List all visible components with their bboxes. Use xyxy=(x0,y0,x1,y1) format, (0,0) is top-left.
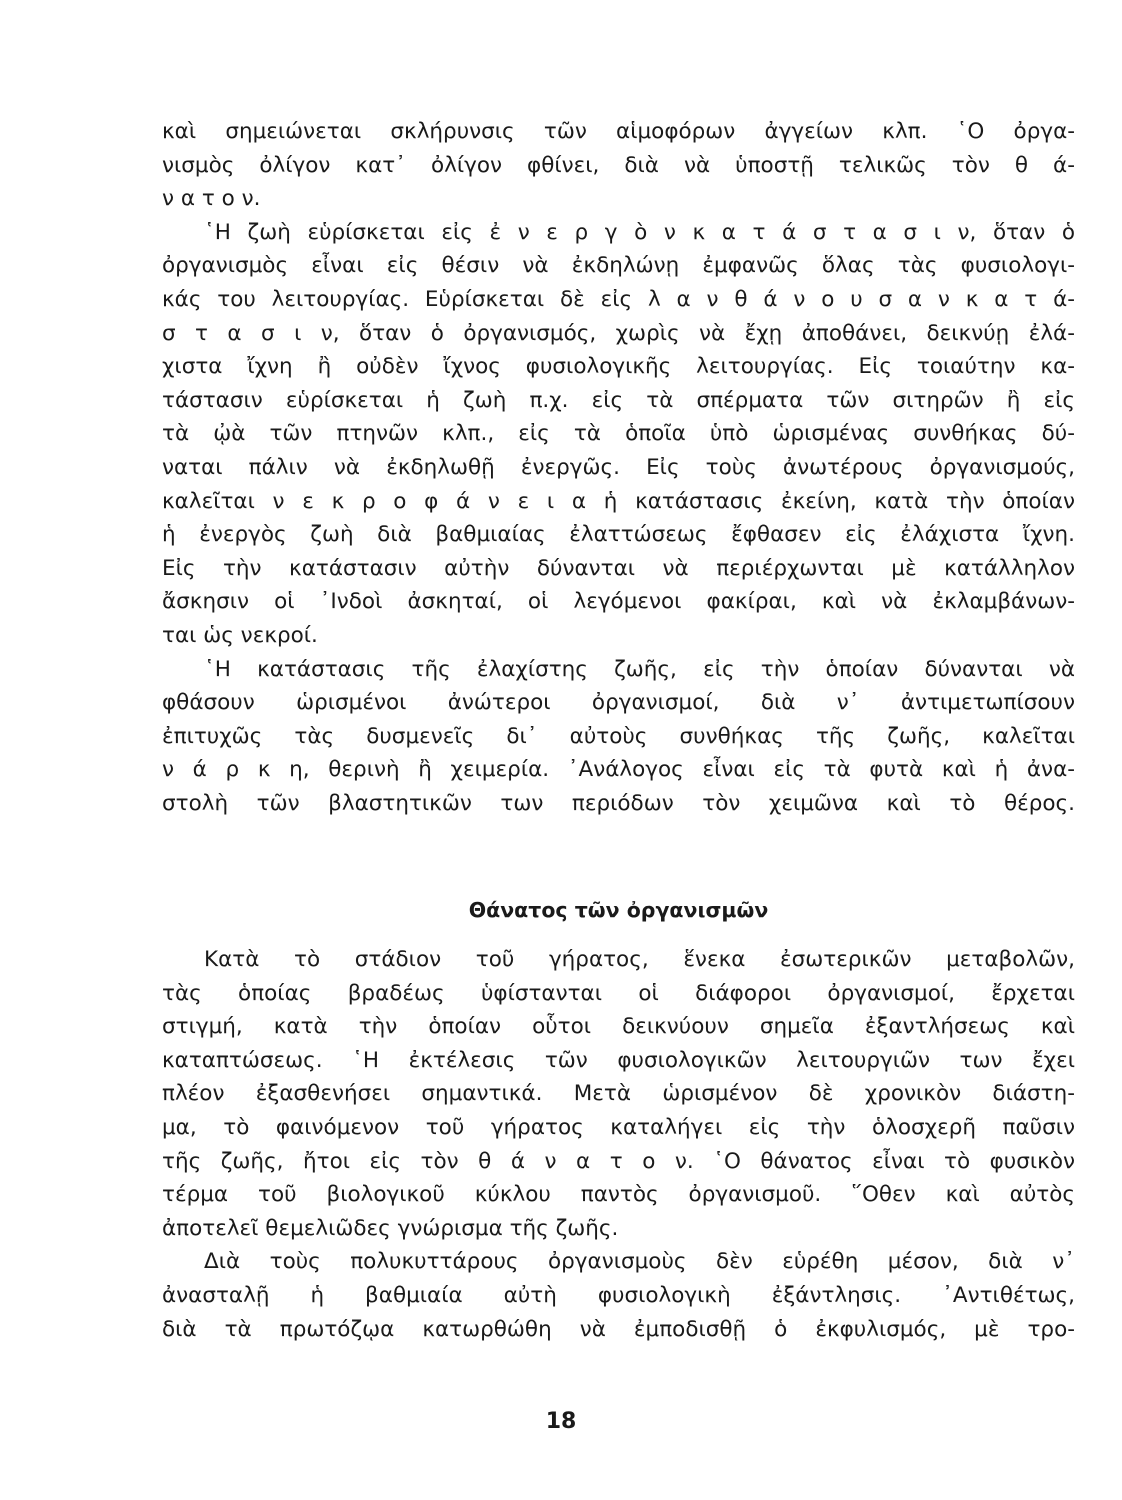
text-line: καταπτώσεως. ῾Η ἐκτέλεσις τῶν φυσιολογικῶν λειτουργιῶν των ἔχει xyxy=(162,1047,1075,1073)
text-line: ναται πάλιν νὰ ἐκδηλωθῇ ἐνεργῶς. Εἰς τοὺς ἀνωτέρους ὀργανισμούς, xyxy=(162,454,1075,480)
text-line: ἐπιτυχῶς τὰς δυσμενεῖς δι᾽ αὐτοὺς συνθήκας τῆς ζωῆς, καλεῖται xyxy=(162,723,1075,749)
text-line: ὀργανισμὸς εἶναι εἰς θέσιν νὰ ἐκδηλώνῃ ἐμφανῶς ὅλας τὰς φυσιολογι- xyxy=(162,253,1075,279)
text-line: ται ὡς νεκροί. xyxy=(162,622,318,648)
text-line: στολὴ τῶν βλαστητικῶν των περιόδων τὸν χειμῶνα καὶ τὸ θέρος. xyxy=(162,790,1075,816)
text-line: τὰς ὁποίας βραδέως ὑφίστανται οἱ διάφοροι ὀργανισμοί, ἔρχεται xyxy=(162,980,1075,1006)
section-heading: Θάνατος τῶν ὀργανισμῶν xyxy=(468,898,769,922)
text-block-top xyxy=(162,115,1075,820)
text-line: ἀποτελεῖ θεμελιῶδες γνώρισμα τῆς ζωῆς. xyxy=(162,1215,619,1241)
text-line: ν α τ ο ν. xyxy=(162,186,261,212)
text-line: ῾Η κατάστασις τῆς ἐλαχίστης ζωῆς, εἰς τὴν ὁποίαν δύνανται νὰ xyxy=(204,656,1075,682)
text-line: Κατὰ τὸ στάδιον τοῦ γήρατος, ἕνεκα ἐσωτερικῶν μεταβολῶν, xyxy=(204,947,1075,972)
text-line: καλεῖται ν ε κ ρ ο φ ά ν ε ι α ἡ κατάστασις ἐκείνη, κατὰ τὴν ὁποίαν xyxy=(162,488,1075,514)
text-line: τέρμα τοῦ βιολογικοῦ κύκλου παντὸς ὀργανισμοῦ. ῞Οθεν καὶ αὐτὸς xyxy=(162,1182,1075,1208)
text-line: διὰ τὰ πρωτόζῳα κατωρθώθη νὰ ἐμποδισθῇ ὁ ἐκφυλισμός, μὲ τρο- xyxy=(162,1316,1075,1342)
page-number: 18 xyxy=(545,1409,577,1434)
text-line: ῾Η ζωὴ εὑρίσκεται εἰς ἐ ν ε ρ γ ὸ ν κ α τ ά σ τ α σ ι ν, ὅταν ὁ xyxy=(204,219,1075,245)
text-block-bottom xyxy=(162,943,1075,1346)
text-line: καὶ σημειώνεται σκλήρυνσις τῶν αἱμοφόρων ἀγγείων κλπ. ῾Ο ὀργα- xyxy=(162,119,1075,144)
text-line: τὰ ᾠὰ τῶν πτηνῶν κλπ., εἰς τὰ ὁποῖα ὑπὸ ὡρισμένας συνθήκας δύ- xyxy=(162,421,1075,447)
text-line: μα, τὸ φαινόμενον τοῦ γήρατος καταλήγει εἰς τὴν ὁλοσχερῆ παῦσιν xyxy=(162,1114,1075,1140)
text-line: φθάσουν ὡρισμένοι ἀνώτεροι ὀργανισμοί, διὰ ν᾽ ἀντιμετωπίσουν xyxy=(162,690,1075,716)
text-line: χιστα ἴχνη ἢ οὐδὲν ἴχνος φυσιολογικῆς λειτουργίας. Εἰς τοιαύτην κα- xyxy=(162,354,1075,380)
text-line: σ τ α σ ι ν, ὅταν ὁ ὀργανισμός, χωρὶς νὰ ἔχῃ ἀποθάνει, δεικνύῃ ἐλά- xyxy=(162,320,1075,346)
text-line: τάστασιν εὑρίσκεται ἡ ζωὴ π.χ. εἰς τὰ σπέρματα τῶν σιτηρῶν ἢ εἰς xyxy=(162,387,1075,413)
text-line: Διὰ τοὺς πολυκυττάρους ὀργανισμοὺς δὲν εὑρέθη μέσον, διὰ ν᾽ xyxy=(204,1249,1075,1275)
text-line: τῆς ζωῆς, ἤτοι εἰς τὸν θ ά ν α τ ο ν. ῾Ο θάνατος εἶναι τὸ φυσικὸν xyxy=(162,1148,1075,1174)
text-line: πλέον ἐξασθενήσει σημαντικά. Μετὰ ὡρισμένον δὲ χρονικὸν διάστη- xyxy=(162,1081,1075,1107)
text-line: ἄσκησιν οἱ ᾽Ινδοὶ ἀσκηταί, οἱ λεγόμενοι φακίραι, καὶ νὰ ἐκλαμβάνων- xyxy=(162,589,1075,615)
text-line: κάς του λειτουργίας. Εὑρίσκεται δὲ εἰς λ α ν θ ά ν ο υ σ α ν κ α τ ά- xyxy=(162,286,1075,312)
text-line: ἀνασταλῇ ἡ βαθμιαία αὐτὴ φυσιολογικὴ ἐξάντλησις. ᾽Αντιθέτως, xyxy=(162,1282,1075,1308)
text-line: στιγμή, κατὰ τὴν ὁποίαν οὗτοι δεικνύουν σημεῖα ἐξαντλήσεως καὶ xyxy=(162,1014,1075,1040)
text-line: ν ά ρ κ η, θερινὴ ἢ χειμερία. ᾽Ανάλογος εἶναι εἰς τὰ φυτὰ καὶ ἡ ἀνα- xyxy=(162,757,1075,783)
text-line: νισμὸς ὀλίγον κατ᾽ ὀλίγον φθίνει, διὰ νὰ ὑποστῇ τελικῶς τὸν θ ά- xyxy=(162,152,1075,178)
text-line: ἡ ἐνεργὸς ζωὴ διὰ βαθμιαίας ἐλαττώσεως ἔφθασεν εἰς ἐλάχιστα ἴχνη. xyxy=(162,522,1075,548)
text-line: Εἰς τὴν κατάστασιν αὐτὴν δύνανται νὰ περιέρχωνται μὲ κατάλληλον xyxy=(162,555,1075,581)
